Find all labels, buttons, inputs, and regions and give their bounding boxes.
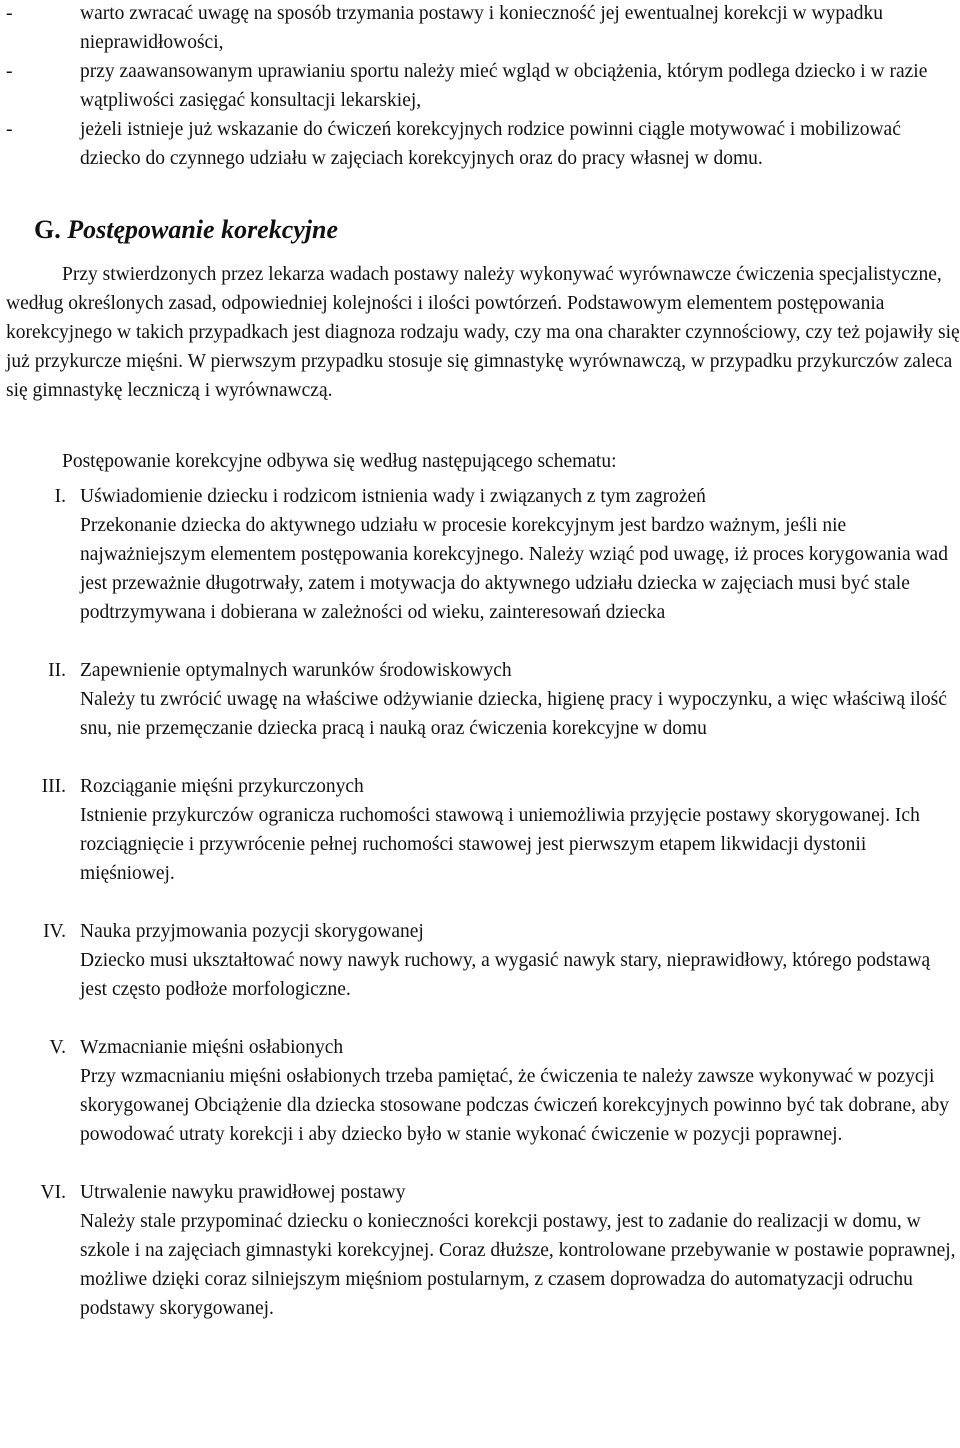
bullet-dash: - <box>6 3 13 24</box>
step-item <box>0 1178 960 1323</box>
step-numeral: V. <box>49 1037 66 1058</box>
step-body: Przekonanie dziecka do aktywnego udziału w procesie korekcyjnym jest bardzo ważnym, jeśli nie najważniejszym elementem postępowania korekcyjnego. Należy wziąć pod uwagę, iż proces korygowania wad jest przeważnie długotrwały, zatem i motywacja do aktywnego udziału dziecka w zajęciach musi być stale podtrzymywana i dobierana w zależności od wieku, zainteresowań dziecka <box>80 515 948 623</box>
bullet-text: przy zaawansowanym uprawianiu sportu należy mieć wgląd w obciążenia, którym podlega dziecko i w razie wątpliwości zasięgać konsultacji lekarskiej, <box>80 61 928 111</box>
step-item <box>0 656 960 743</box>
section-intro-paragraph: Przy stwierdzonych przez lekarza wadach postawy należy wykonywać wyrównawcze ćwiczenia specjalistyczne, według określonych zasad, odpowiedniej kolejności i ilości powtórzeń. Podstawowym elementem postępowania korekcyjnego w takich przypadkach jest diagnoza rodzaju wady, czy ma ona charakter czynnościowy, czy też pojawiły się już przykurcze mięśni. W pierwszym przypadku stosuje się gimnastykę wyrównawczą, w przypadku przykurczów zaleca się gimnastykę leczniczą i wyrównawczą. <box>6 264 960 401</box>
step-item <box>0 482 960 627</box>
step-numeral: II. <box>48 660 66 681</box>
bullet-item <box>0 57 960 115</box>
step-body: Należy tu zwrócić uwagę na właściwe odżywianie dziecka, higienę pracy i wypoczynku, a więc właściwą ilość snu, nie przemęczanie dziecka pracą i nauką oraz ćwiczenia korekcyjne w domu <box>80 689 947 739</box>
step-item <box>0 1033 960 1149</box>
bullet-dash: - <box>6 61 13 82</box>
step-title: Nauka przyjmowania pozycji skorygowanej <box>80 921 424 942</box>
bullet-item <box>0 0 960 57</box>
step-body: Przy wzmacnianiu mięśni osłabionych trzeba pamiętać, że ćwiczenia te należy zawsze wykonywać w pozycji skorygowanej Obciążenie dla dziecka stosowane podczas ćwiczeń korekcyjnych powinno być tak dobrane, aby powodować utraty korekcji i aby dziecko było w stanie wykonać ćwiczenie w pozycji poprawnej. <box>80 1066 950 1145</box>
step-numeral: I. <box>54 486 66 507</box>
schema-label: Postępowanie korekcyjne odbywa się według następującego schematu: <box>62 451 617 472</box>
step-title: Wzmacnianie mięśni osłabionych <box>80 1037 344 1058</box>
step-numeral: III. <box>41 776 66 797</box>
bullet-list <box>0 0 960 173</box>
bullet-text: warto zwracać uwagę na sposób trzymania postawy i konieczność jej ewentualnej korekcji w wypadku nieprawidłowości, <box>80 3 884 53</box>
step-body: Istnienie przykurczów ogranicza ruchomości stawową i uniemożliwia przyjęcie postawy skorygowanej. Ich rozciągnięcie i przywrócenie pełnej ruchomości stawowej jest pierwszym etapem likwidacji dystonii mięśniowej. <box>80 805 920 884</box>
step-title: Rozciąganie mięśni przykurczonych <box>80 776 364 797</box>
section-heading <box>34 213 338 247</box>
section-title: Postępowanie korekcyjne <box>67 215 339 244</box>
step-title: Utrwalenie nawyku prawidłowej postawy <box>80 1182 406 1203</box>
step-body: Należy stale przypominać dziecku o konieczności korekcji postawy, jest to zadanie do realizacji w domu, w szkole i na zajęciach gimnastyki korekcyjnej. Coraz dłuższe, kontrolowane przebywanie w postawie poprawnej, możliwe dzięki coraz silniejszym mięśniom postularnym, z czasem doprowadza do automatyzacji odruchu podstawy skorygowanej. <box>80 1211 956 1319</box>
step-title: Uświadomienie dziecku i rodzicom istnienia wady i związanych z tym zagrożeń <box>80 486 706 507</box>
section-letter: G. <box>34 215 61 244</box>
step-item <box>0 917 960 1004</box>
bullet-item <box>0 115 960 173</box>
step-title: Zapewnienie optymalnych warunków środowiskowych <box>80 660 512 681</box>
bullet-dash: - <box>6 119 13 140</box>
steps-list <box>0 482 960 1352</box>
bullet-text: jeżeli istnieje już wskazanie do ćwiczeń korekcyjnych rodzice powinni ciągle motywować i mobilizować dziecko do czynnego udziału w zajęciach korekcyjnych oraz do pracy własnej w domu. <box>80 119 901 169</box>
step-body: Dziecko musi ukształtować nowy nawyk ruchowy, a wygasić nawyk stary, nieprawidłowy, którego podstawą jest często podłoże morfologiczne. <box>80 950 931 1000</box>
step-numeral: IV. <box>43 921 66 942</box>
step-item <box>0 772 960 888</box>
step-numeral: VI. <box>40 1182 66 1203</box>
